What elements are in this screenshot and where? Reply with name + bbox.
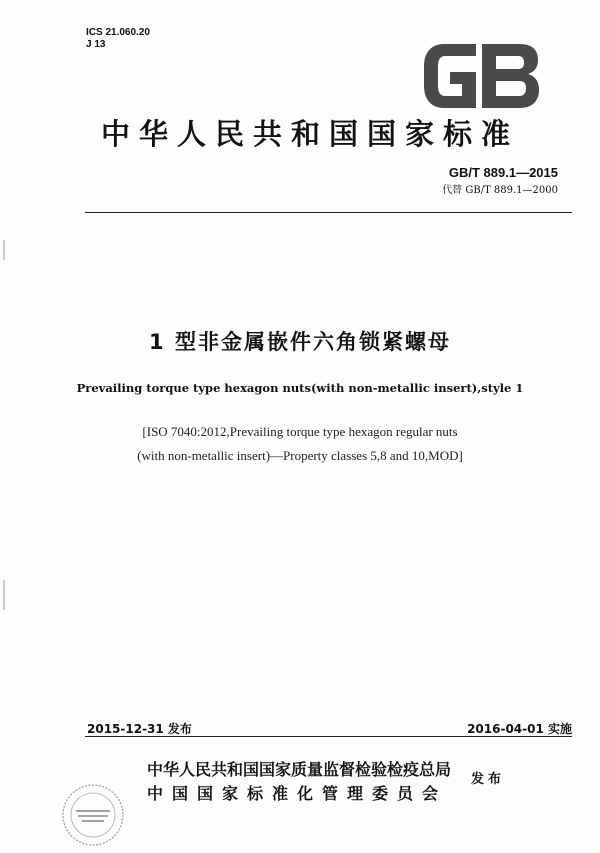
standard-category-title: 中华人民共和国国家标准 [100, 117, 519, 151]
gb-logo [420, 36, 542, 116]
issuer-sac: 中国国家标准化管理委员会 [147, 784, 448, 803]
iso-reference-line-1: [ISO 7040:2012,Prevailing torque type hexagon regular nuts [142, 424, 458, 439]
iso-reference-line-2: (with non-metallic insert)—Property classes 5,8 and 10,MOD] [137, 448, 463, 463]
issue-label: 发布 [471, 772, 506, 787]
footer-divider [85, 736, 572, 737]
stamp-seal [60, 782, 126, 848]
chinese-title: 1 型非金属嵌件六角锁紧螺母 [149, 330, 451, 354]
issuing-authorities [147, 757, 451, 804]
standard-code: GB/T 889.1—2015 [448, 165, 558, 180]
header-divider [85, 212, 572, 213]
ccs-code: J 13 [86, 39, 106, 50]
iso-reference [0, 420, 600, 468]
english-title: Prevailing torque type hexagon nuts(with non-metallic insert),style 1 [76, 381, 524, 395]
scan-edge-mark [3, 580, 5, 610]
replaces-standard: 代替 GB/T 889.1—2000 [442, 185, 558, 196]
standard-code-block [442, 165, 558, 196]
classification-codes [86, 27, 150, 51]
publish-date: 2015-12-31 发布 [87, 722, 192, 736]
issuer-aqsiq: 中华人民共和国国家质量监督检验检疫总局 [147, 760, 452, 779]
ics-code: ICS 21.060.20 [86, 27, 150, 38]
effective-date: 2016-04-01 实施 [467, 722, 572, 736]
scan-edge-mark [3, 240, 5, 260]
